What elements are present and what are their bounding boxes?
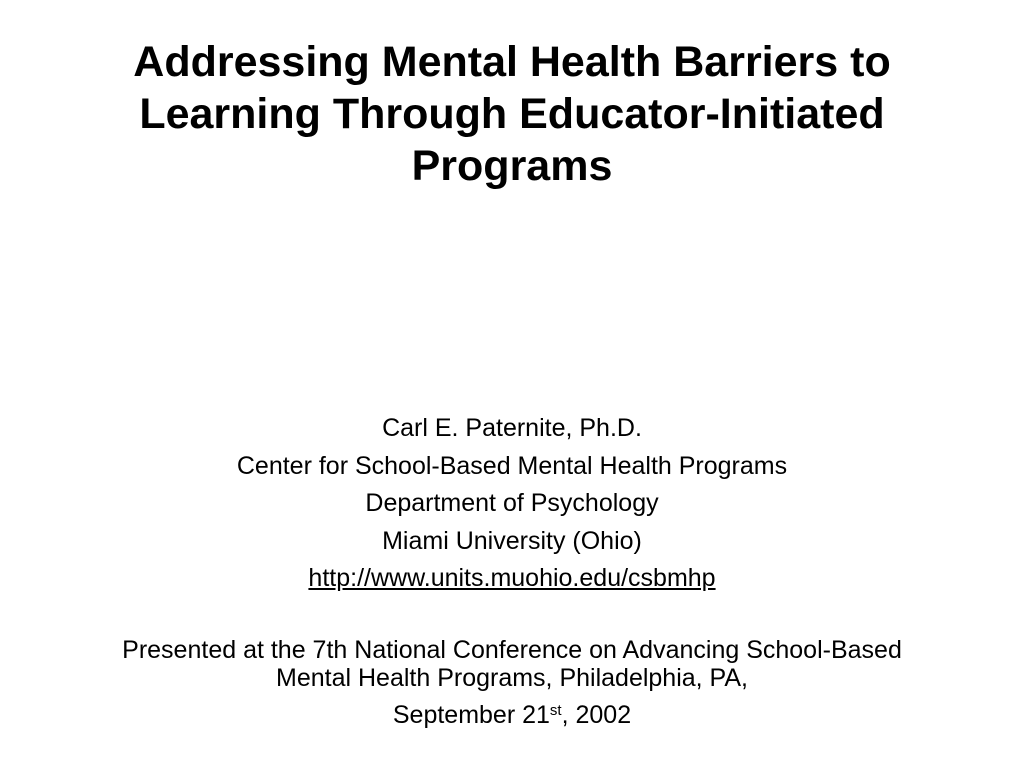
center-name: Center for School-Based Mental Health Programs — [236, 451, 788, 480]
date-suffix: , 2002 — [561, 701, 632, 729]
title-line: Programs — [411, 142, 613, 190]
url-line — [20, 560, 1004, 598]
department-name: Department of Psychology — [365, 489, 659, 517]
presentation-info — [20, 636, 1004, 730]
date-prefix: September 21 — [392, 701, 550, 729]
university-name: Miami University (Ohio) — [382, 526, 642, 555]
title-line: Addressing Mental Health Barriers to — [133, 38, 891, 86]
presented-line-1: Presented at the 7th National Conference on Advancing School-Based — [122, 636, 902, 664]
title-line: Learning Through Educator-Initiated — [139, 90, 885, 138]
presented-line-2: Mental Health Programs, Philadelphia, PA, — [276, 664, 748, 692]
presentation-date — [20, 700, 1004, 730]
author-name: Carl E. Paternite, Ph.D. — [382, 414, 642, 442]
website-link[interactable]: http://www.units.muohio.edu/csbmhp — [308, 564, 716, 592]
author-credits — [20, 410, 1004, 598]
date-superscript: st — [549, 702, 562, 719]
slide-title — [40, 36, 984, 192]
